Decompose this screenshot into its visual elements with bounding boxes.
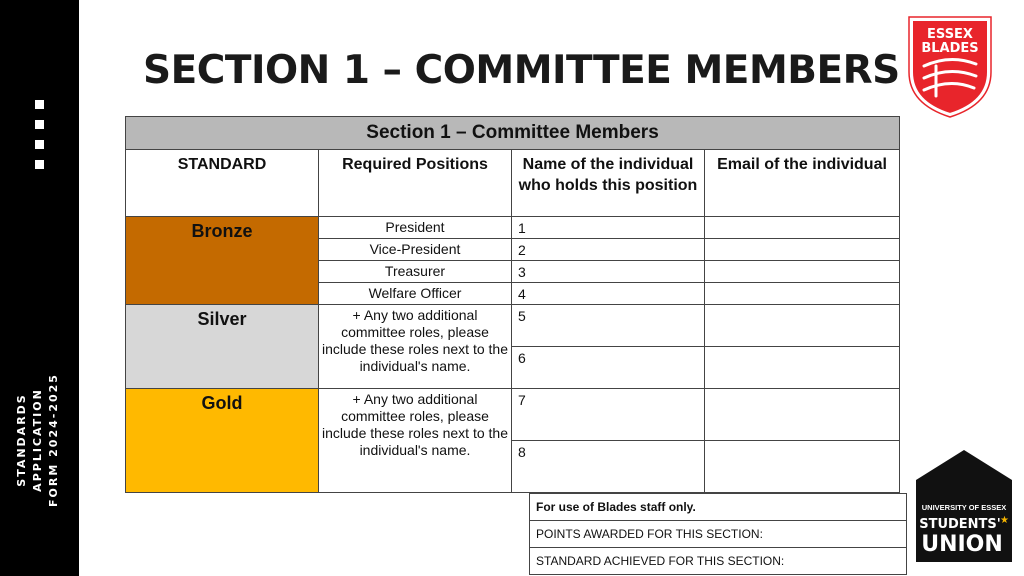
column-header-positions: Required Positions: [319, 150, 512, 217]
email-cell-6[interactable]: [705, 347, 900, 389]
name-cell-4[interactable]: 4: [512, 283, 705, 305]
position-silver-additional: + Any two additional committee roles, please include these roles next to the individual's name.: [319, 305, 512, 389]
name-cell-2[interactable]: 2: [512, 239, 705, 261]
column-header-email: Email of the individual: [705, 150, 900, 217]
email-cell-4[interactable]: [705, 283, 900, 305]
sidebar-caption: [14, 340, 62, 540]
position-vice-president: Vice-President: [319, 239, 512, 261]
name-cell-1[interactable]: 1: [512, 217, 705, 239]
staff-use-table: [529, 493, 907, 575]
points-awarded-field[interactable]: POINTS AWARDED FOR THIS SECTION:: [530, 521, 907, 548]
star-icon: ★: [1000, 515, 1009, 526]
su-line2: STUDENTS': [919, 517, 1001, 532]
sidebar: [0, 0, 79, 576]
staff-heading: For use of Blades staff only.: [530, 494, 907, 521]
email-cell-3[interactable]: [705, 261, 900, 283]
bullet-square-icon: [35, 120, 44, 129]
bullet-square-icon: [35, 140, 44, 149]
bullet-square-icon: [35, 100, 44, 109]
logo-line2: BLADES: [921, 41, 979, 56]
standard-bronze: Bronze: [126, 217, 319, 305]
standard-silver: Silver: [126, 305, 319, 389]
position-president: President: [319, 217, 512, 239]
column-header-standard: STANDARD: [126, 150, 319, 217]
sidebar-caption-line1: STANDARDS APPLICATION: [15, 388, 44, 492]
email-cell-2[interactable]: [705, 239, 900, 261]
sidebar-caption-line2: FORM 2024-2025: [47, 373, 60, 507]
position-welfare-officer: Welfare Officer: [319, 283, 512, 305]
standard-gold: Gold: [126, 389, 319, 493]
name-cell-8[interactable]: 8: [512, 441, 705, 493]
essex-blades-logo: [906, 14, 994, 118]
students-union-logo: [916, 450, 1012, 562]
su-line3: UNION: [921, 532, 1003, 557]
email-cell-5[interactable]: [705, 305, 900, 347]
bullet-square-icon: [35, 160, 44, 169]
table-title: Section 1 – Committee Members: [126, 117, 900, 150]
su-line1: UNIVERSITY OF ESSEX: [921, 503, 1007, 512]
email-cell-8[interactable]: [705, 441, 900, 493]
standard-achieved-field[interactable]: STANDARD ACHIEVED FOR THIS SECTION:: [530, 548, 907, 575]
name-cell-3[interactable]: 3: [512, 261, 705, 283]
email-cell-7[interactable]: [705, 389, 900, 441]
logo-line1: ESSEX: [927, 27, 973, 42]
email-cell-1[interactable]: [705, 217, 900, 239]
column-header-name: Name of the individual who holds this position: [512, 150, 705, 217]
position-treasurer: Treasurer: [319, 261, 512, 283]
page-title: SECTION 1 – COMMITTEE MEMBERS: [143, 48, 900, 93]
name-cell-7[interactable]: 7: [512, 389, 705, 441]
name-cell-5[interactable]: 5: [512, 305, 705, 347]
name-cell-6[interactable]: 6: [512, 347, 705, 389]
committee-table: [125, 116, 900, 493]
position-gold-additional: + Any two additional committee roles, please include these roles next to the individual's name.: [319, 389, 512, 493]
